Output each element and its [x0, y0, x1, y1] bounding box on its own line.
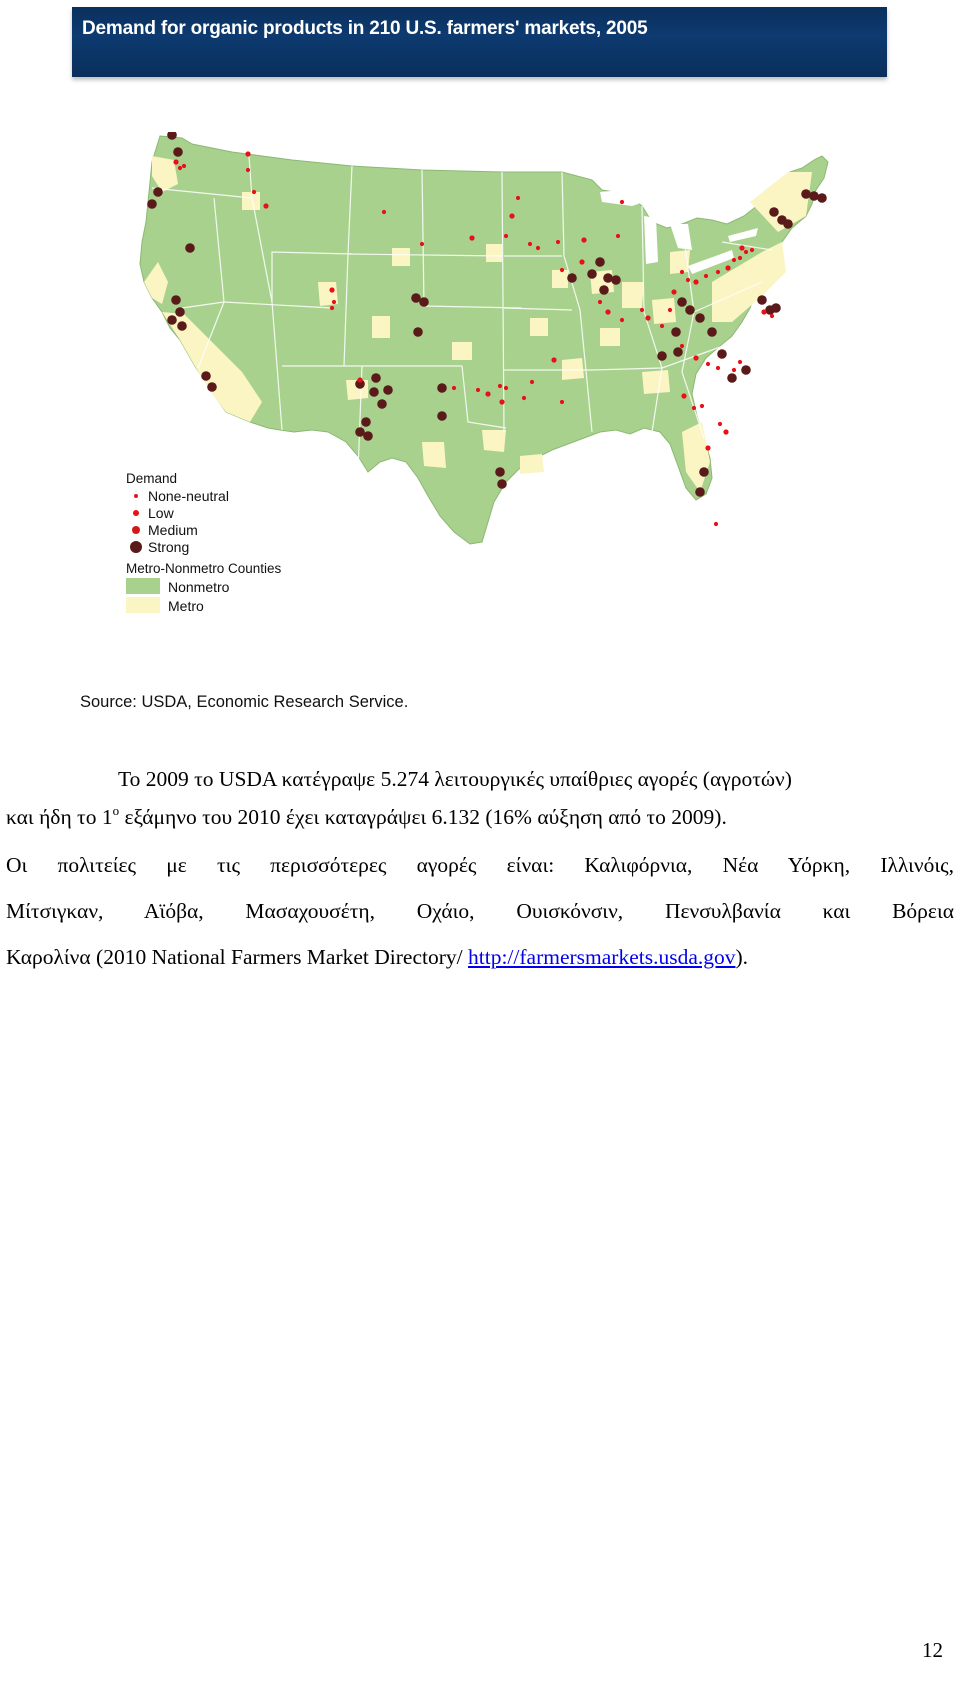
strong-market-dot: [383, 385, 393, 395]
text-segment: και ήδη το 1: [6, 805, 113, 829]
market-dot: [173, 159, 178, 164]
low-dot-icon: [133, 510, 139, 516]
strong-market-dot: [419, 297, 429, 307]
market-dot: [605, 309, 610, 314]
market-dot: [498, 384, 502, 388]
strong-market-dot: [741, 365, 751, 375]
market-dot: [528, 242, 532, 246]
strong-market-dot: [677, 297, 687, 307]
legend-item-metro: [126, 597, 356, 616]
strong-market-dot: [801, 189, 811, 199]
text-segment: Καρολίνα (2010 National Farmers Market Directory/: [6, 945, 468, 969]
text-segment: ).: [735, 945, 749, 969]
market-dot: [640, 308, 644, 312]
strong-market-dot: [769, 207, 779, 217]
market-dot: [182, 164, 186, 168]
market-dot: [263, 203, 268, 208]
market-dot: [739, 245, 744, 250]
strong-market-dot: [771, 303, 781, 313]
market-dot: [560, 400, 564, 404]
strong-market-dot: [783, 219, 793, 229]
legend-label: Nonmetro: [168, 579, 230, 595]
legend-label: Medium: [148, 522, 198, 538]
strong-market-dot: [603, 273, 613, 283]
market-dot: [718, 422, 722, 426]
legend: [126, 470, 356, 616]
figure-header: [72, 7, 887, 77]
legend-demand-heading: Demand: [126, 471, 178, 486]
strong-market-dot: [167, 315, 177, 325]
market-dot: [536, 246, 540, 250]
market-dot: [357, 377, 362, 382]
strong-market-dot: [699, 467, 709, 477]
text-line-3: Οι πολιτείες με τις περισσότερες αγορές είναι: Καλιφόρνια, Νέα Υόρκη, Ιλλινόις,: [6, 853, 954, 877]
nonmetro-swatch: [126, 578, 160, 594]
market-dot: [645, 315, 650, 320]
market-dot: [732, 368, 736, 372]
market-dot: [560, 268, 564, 272]
market-dot: [686, 278, 690, 282]
strong-market-dot: [177, 321, 187, 331]
figure-source: Source: USDA, Economic Research Service.: [80, 693, 409, 711]
market-dot: [671, 289, 676, 294]
market-dot: [668, 308, 672, 312]
page-number: 12: [922, 1638, 943, 1662]
market-dot: [485, 391, 490, 396]
strong-market-dot: [171, 295, 181, 305]
legend-item-strong: [126, 539, 356, 556]
market-dot: [700, 404, 704, 408]
market-dot: [680, 344, 684, 348]
strong-market-dot: [153, 187, 163, 197]
strong-market-dot: [371, 373, 381, 383]
legend-label: Low: [148, 505, 174, 521]
market-dot: [732, 258, 736, 262]
strong-market-dot: [497, 479, 507, 489]
market-dot: [680, 270, 684, 274]
strong-market-dot: [809, 191, 819, 201]
legend-item-none-neutral: [126, 488, 356, 505]
market-dot: [516, 196, 520, 200]
market-dot: [178, 166, 182, 170]
text-line-4: Μίτσιγκαν, Αϊόβα, Μασαχουσέτη, Οχάιο, Ουισκόνσιν, Πενσυλβανία και Βόρεια: [6, 899, 954, 923]
market-dot: [452, 386, 456, 390]
market-dot: [723, 429, 728, 434]
market-dot: [716, 270, 720, 274]
legend-county-heading: Metro-Nonmetro Counties: [126, 561, 282, 576]
strong-market-dot: [369, 387, 379, 397]
market-dot: [725, 265, 730, 270]
market-dot: [620, 200, 624, 204]
market-dot: [476, 388, 480, 392]
market-dot: [693, 279, 698, 284]
superscript: ο: [112, 803, 120, 818]
strong-market-dot: [495, 467, 505, 477]
strong-market-dot: [695, 487, 705, 497]
strong-market-dot: [413, 327, 423, 337]
legend-label: Metro: [168, 598, 204, 614]
market-dot: [579, 259, 584, 264]
market-dot: [716, 366, 720, 370]
figure-title: Demand for organic products in 210 U.S. farmers' markets, 2005: [82, 18, 648, 39]
strong-market-dot: [147, 199, 157, 209]
market-dot: [556, 240, 560, 244]
text-segment: εξάμηνο του 2010 έχει καταγράψει 6.132 (16% αύξηση από το 2009).: [119, 805, 727, 829]
market-dot: [620, 318, 624, 322]
strong-market-dot: [201, 371, 211, 381]
strong-market-dot: [595, 257, 605, 267]
strong-market-dot: [175, 307, 185, 317]
market-dot: [693, 355, 698, 360]
market-dot: [551, 357, 556, 362]
strong-market-dot: [707, 327, 717, 337]
legend-item-nonmetro: [126, 578, 356, 597]
market-dot: [581, 237, 586, 242]
strong-dot-icon: [130, 541, 142, 553]
market-dot: [522, 396, 526, 400]
market-dot: [692, 406, 696, 410]
usda-link[interactable]: http://farmersmarkets.usda.gov: [468, 945, 736, 969]
market-dot: [530, 380, 534, 384]
market-dot: [770, 314, 774, 318]
text-line-2: [6, 798, 727, 836]
text-line-1: Το 2009 το USDA κατέγραψε 5.274 λειτουργικές υπαίθριες αγορές (αγροτών): [118, 767, 792, 791]
market-dot: [330, 306, 334, 310]
strong-market-dot: [757, 295, 767, 305]
market-dot: [504, 234, 508, 238]
market-dot: [750, 248, 754, 252]
strong-market-dot: [611, 275, 621, 285]
strong-market-dot: [567, 273, 577, 283]
strong-market-dot: [377, 399, 387, 409]
market-dot: [738, 256, 742, 260]
strong-market-dot: [657, 351, 667, 361]
legend-label: None-neutral: [148, 488, 229, 504]
strong-market-dot: [685, 305, 695, 315]
market-dot: [509, 213, 514, 218]
market-dot: [744, 250, 748, 254]
strong-market-dot: [587, 269, 597, 279]
strong-market-dot: [673, 347, 683, 357]
legend-item-medium: [126, 522, 356, 539]
text-line-5: [6, 938, 748, 976]
strong-market-dot: [185, 243, 195, 253]
market-dot: [738, 360, 742, 364]
market-dot: [616, 234, 620, 238]
strong-market-dot: [361, 417, 371, 427]
market-dot: [382, 210, 386, 214]
market-dot: [420, 242, 424, 246]
strong-market-dot: [363, 431, 373, 441]
market-dot: [504, 386, 508, 390]
none-neutral-dot-icon: [134, 494, 138, 498]
market-dot: [705, 445, 710, 450]
legend-label: Strong: [148, 539, 190, 555]
strong-market-dot: [717, 349, 727, 359]
strong-market-dot: [207, 382, 217, 392]
market-dot: [329, 287, 334, 292]
market-dot: [681, 393, 686, 398]
strong-market-dot: [727, 373, 737, 383]
legend-item-low: [126, 505, 356, 522]
market-dot: [332, 300, 336, 304]
medium-dot-icon: [132, 526, 140, 534]
market-dot: [246, 168, 250, 172]
market-dot: [469, 235, 474, 240]
market-dot: [245, 151, 250, 156]
strong-market-dot: [437, 411, 447, 421]
strong-market-dot: [671, 327, 681, 337]
market-dot: [660, 324, 664, 328]
figure: [72, 7, 887, 727]
strong-market-dot: [695, 313, 705, 323]
strong-market-dot: [437, 383, 447, 393]
market-dot: [714, 522, 718, 526]
strong-market-dot: [599, 285, 609, 295]
strong-market-dot: [817, 193, 827, 203]
market-dot: [706, 362, 710, 366]
market-dot: [598, 300, 602, 304]
market-dot: [704, 274, 708, 278]
market-dot: [499, 399, 504, 404]
market-dot: [252, 190, 256, 194]
strong-market-dot: [173, 147, 183, 157]
metro-swatch: [126, 597, 160, 613]
market-dot: [761, 309, 766, 314]
